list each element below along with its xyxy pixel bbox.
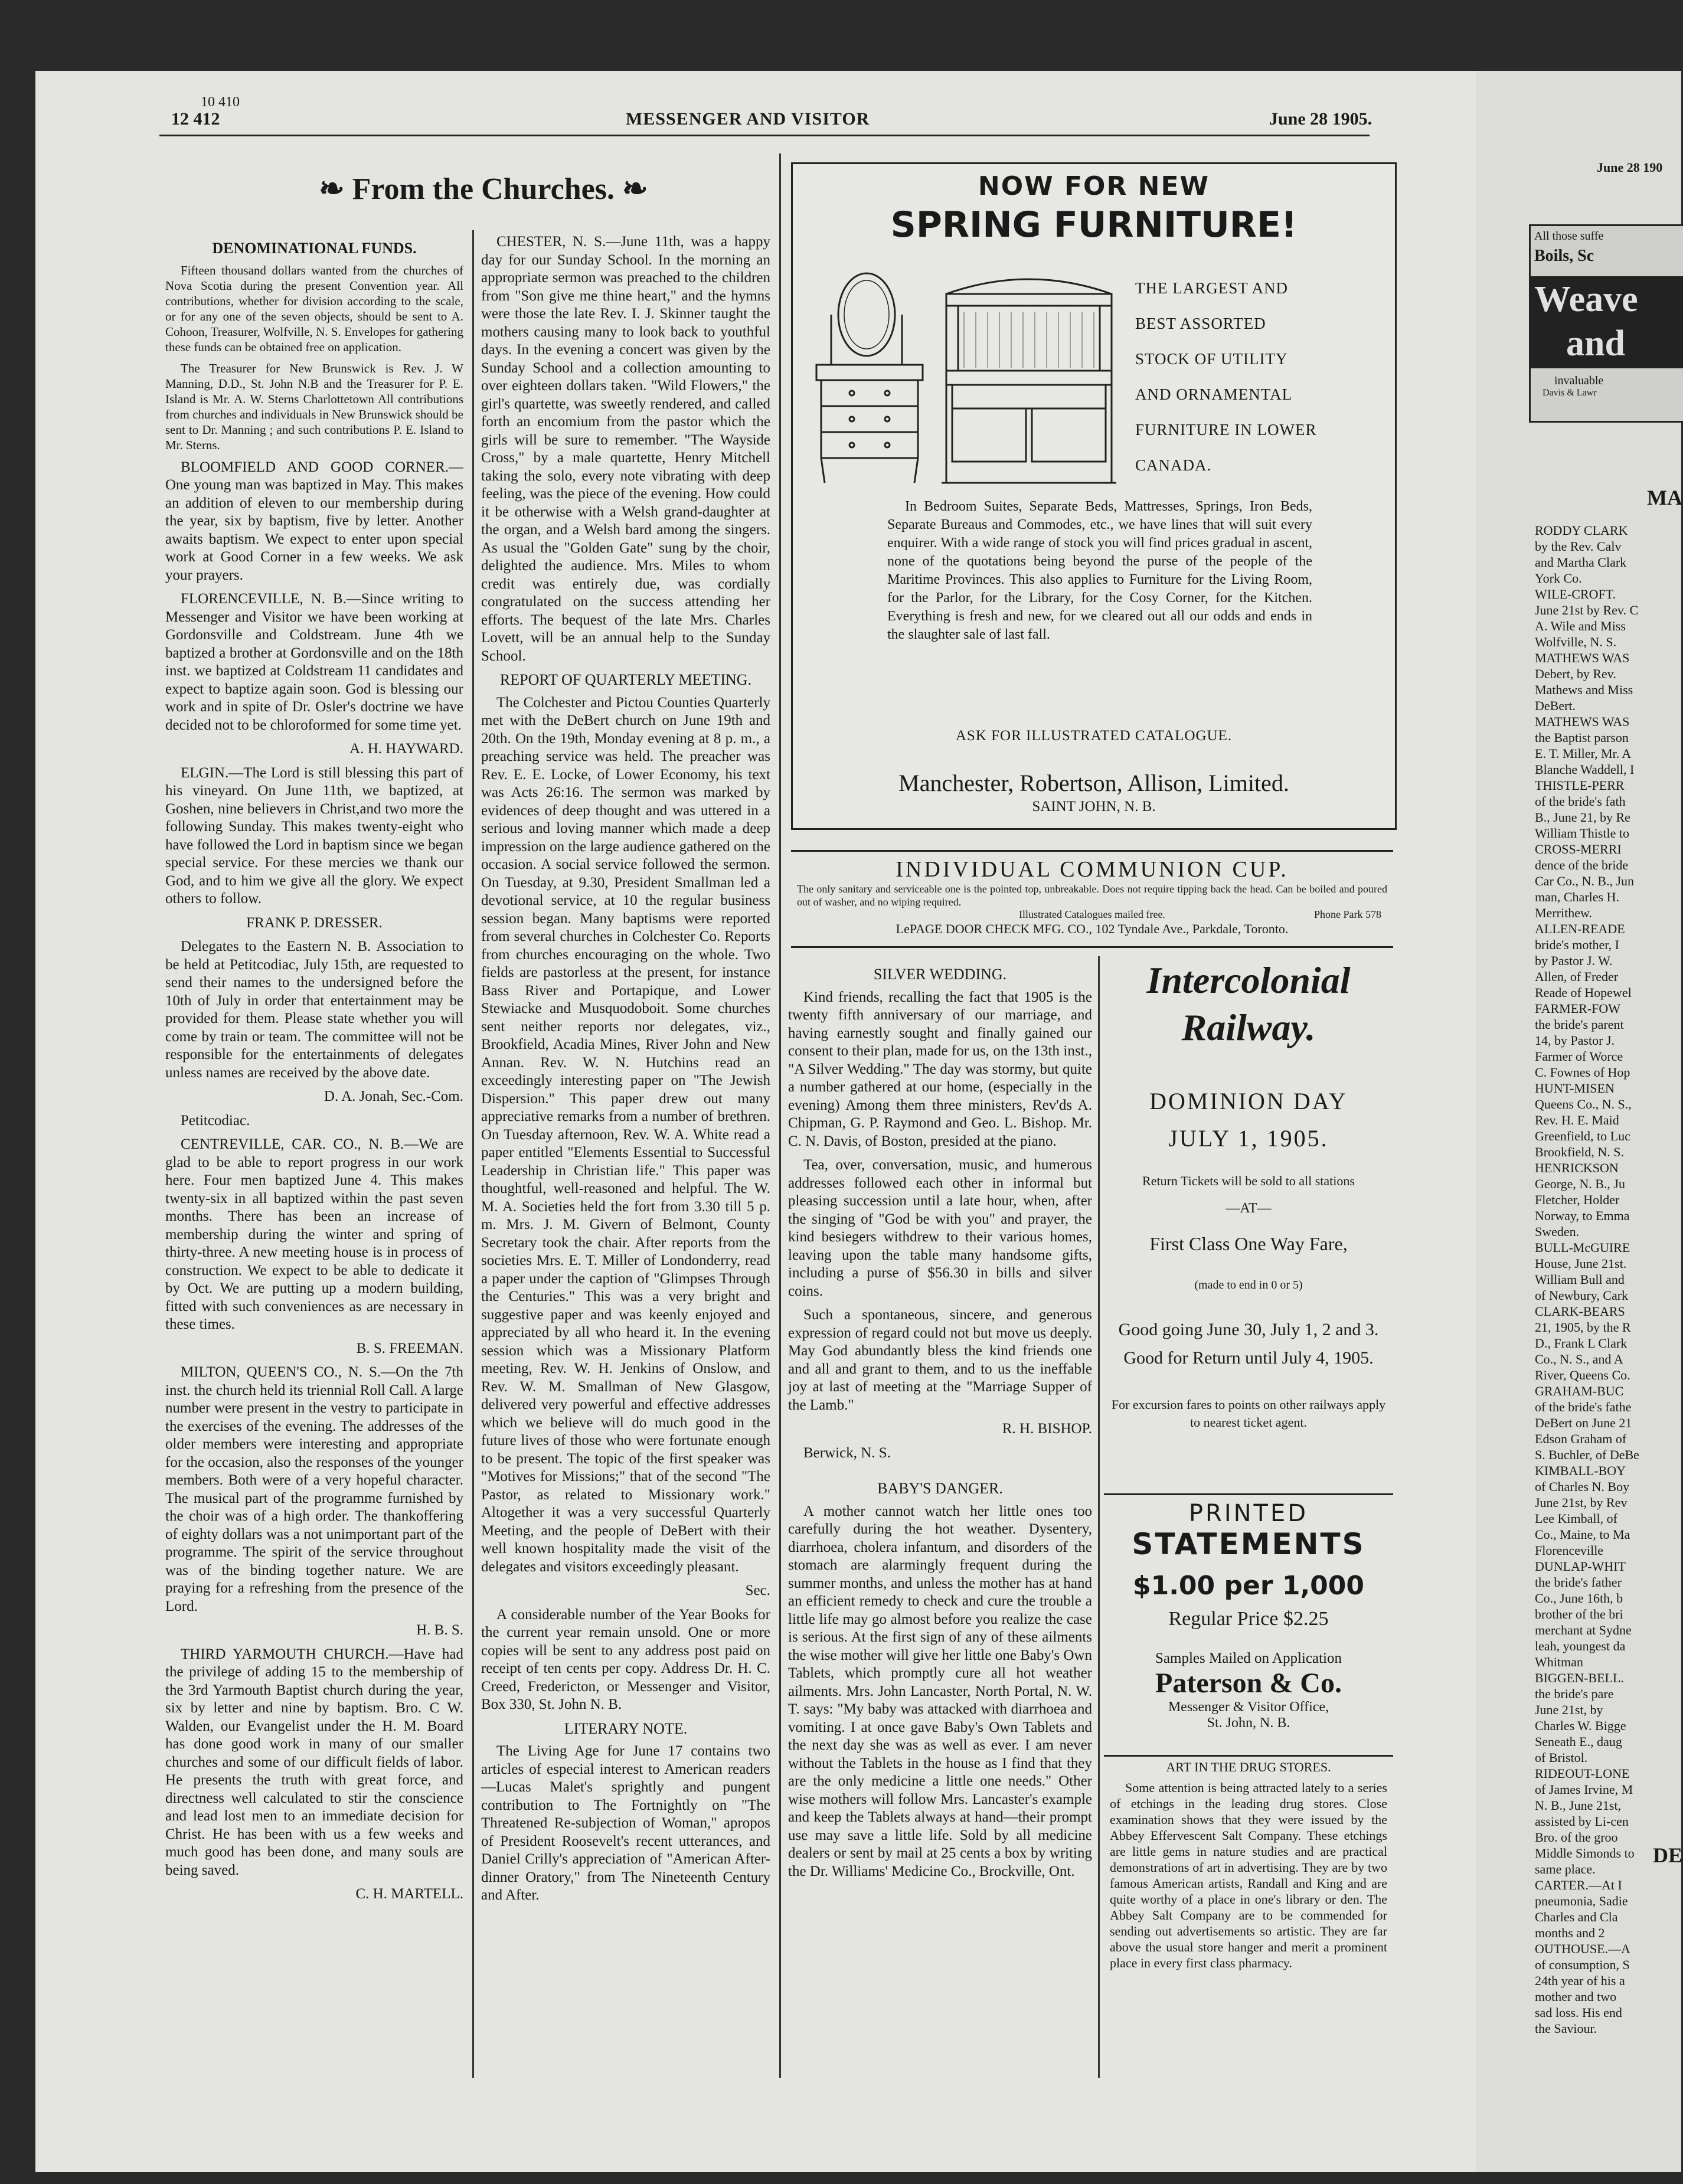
notices-line: Debert, by Rev.	[1535, 666, 1616, 681]
notices-line: and Martha Clark	[1535, 555, 1627, 570]
notices-line: S. Buchler, of DeBe	[1535, 1447, 1639, 1462]
babys-danger-heading: BABY'S DANGER.	[877, 1480, 1003, 1497]
notices-line: Norway, to Emma	[1535, 1208, 1630, 1223]
railway-ending: (made to end in 0 or 5)	[1194, 1279, 1303, 1292]
railway-title-1: Intercolonial	[1146, 959, 1351, 1001]
facing-ad-line-2: Boils, Sc	[1534, 247, 1594, 265]
notices-line: KIMBALL-BOY	[1535, 1463, 1626, 1478]
notices-line: George, N. B., Ju	[1535, 1176, 1625, 1191]
communion-cup-company: LePAGE DOOR CHECK MFG. CO., 102 Tyndale Ave., Parkdale, Toronto.	[896, 921, 1289, 936]
column-rule-3	[1098, 956, 1100, 2078]
facing-page-ad	[1529, 224, 1683, 423]
railway-at: —AT—	[1226, 1201, 1272, 1216]
statements-city: St. John, N. B.	[1207, 1715, 1290, 1731]
fleuron-left-icon: ❧	[319, 172, 352, 206]
notices-line: 21, 1905, by the R	[1535, 1320, 1631, 1335]
deaths-line: 24th year of his a	[1535, 1973, 1625, 1988]
column-rule-1	[472, 230, 474, 2078]
notices-line: N. B., June 21st,	[1535, 1798, 1622, 1813]
furniture-illustration	[805, 259, 1123, 495]
furniture-stock-list	[1135, 270, 1383, 483]
notices-line: Farmer of Worce	[1535, 1049, 1623, 1064]
notices-line: man, Charles H.	[1535, 890, 1619, 904]
statements-samples: Samples Mailed on Application	[1155, 1650, 1342, 1666]
notices-line: CROSS-MERRI	[1535, 842, 1622, 856]
elgin-signature: FRANK P. DRESSER.	[246, 914, 383, 931]
facing-page-date: June 28 190	[1597, 160, 1663, 175]
notices-line: CLARK-BEARS	[1535, 1304, 1625, 1319]
art-note-text: Some attention is being attracted lately to a series of etchings in the leading drug stores. Close examination shows that they were issued by the Abbey Effervescent Salt Company. These etchings are little gems in nature studies and are practical demonstrations of art in advertising. They are by two famous American artists, Randall and King and are quite worthy of a place in one's library or den. The Abbey Salt Company are to be commended for sending out advertisements so artistic. They are far above the usual store hanger and merit a prominent place in every first class pharmacy.	[1110, 1780, 1387, 1970]
notices-line: the Baptist parson	[1535, 730, 1629, 745]
notices-line: ALLEN-READE	[1535, 921, 1625, 936]
notices-line: FARMER-FOW	[1535, 1001, 1621, 1016]
notices-line: HUNT-MISEN	[1535, 1081, 1615, 1096]
notices-line: B., June 21, by Re	[1535, 810, 1630, 825]
quarterly-meeting-report: The Colchester and Pictou Counties Quarterly met with the DeBert church on June 19th and 20th. On the 19th, Monday evening at 8 p. m., a preaching service was held. The preacher was Rev. E. E. Locke, of Lower Economy, his text was Acts 26:16. The sermon was marked by evidences of deep thought and was uttered in a serious and loving manner which made a deep impression on the large audience gathered on the occasion. A social service followed the sermon. On Tuesday, at 9.30, President Smallman led a devotional service, at 10 the regular business session began. Many baptisms were reported from several churches in Colchester Co. Reports from churches encouraging on the whole. Two fields are pastorless at the present, for instance Bass River and Portapique, and Lower Stewiacke and Musquodoboit. Some churches sent neither reports nor delegates, viz., Brookfield, Acadia Mines, River John and New Annan. Rev. W. N. Hutchins read an exceedingly interesting paper on "The Jewish Dispersion." This paper drew out many appreciative remarks from a number of brethren. On Tuesday afternoon, Rev. W. A. White read a paper entitled "Elements Essential to Successful Leadership in Christian life." This paper was thoughtful, well-reasoned and helpful. The W. M. A. Societies held the fort from 3.30 till 5 p. m. Mrs. J. M. Givern of Belmont, County Secretary took the chair. After reports from the societies Mrs. E. T. Miller of Londonderry, read a paper under the caption of "Glimpses Through the Centuries." This was a very bright and suggestive paper and was keenly enjoyed and appreciated by all who heard it. In the evening session which was a Missionary Platform meeting, Rev. W. H. Jenkins of Onslow, and Rev. W. M. Smallman of New Glasgow, delivered very powerful and effective addresses which we believe will do much good in the future lives of those who were fortunate enough to be present. The topic of the first speaker was "Motives for Missions;" that of the second "The Pastor, as related to Missionary work." Altogether it was a very successful Quarterly Meeting, and the people of DeBert with their well known hospitality made the visit of the delegates and visitors exceedingly pleasant.	[481, 694, 770, 1575]
centreville-signature: B. S. FREEMAN.	[356, 1340, 463, 1356]
florenceville-signature: A. H. HAYWARD.	[349, 741, 463, 757]
column-rule-2	[779, 153, 781, 2078]
silver-wedding-signature: R. H. BISHOP.	[1002, 1421, 1092, 1437]
notices-line: of Newbury, Cark	[1535, 1288, 1629, 1303]
delegates-signature: D. A. Jonah, Sec.-Com.	[323, 1088, 463, 1104]
notices-line: dence of the bride	[1535, 858, 1629, 872]
notices-line: House, June 21st.	[1535, 1256, 1627, 1271]
notices-line: assisted by Li-cen	[1535, 1814, 1629, 1829]
yarmouth-report: THIRD YARMOUTH CHURCH.—Have had the privilege of adding 15 to the membership of the 3rd Yarmouth Baptist church during the year, six by letter and nine by baptism. Bro. C W. Walden, our Evangelist under the H. M. Board has done good work in many of our smaller churches and some of our difficult fields of labor. He presents the truth with great force, and directness well calculated to stir the conscience and lead lost men to an immediate decision for Christ. He has been with us a few weeks and much good has been done, and many souls are being saved.	[165, 1646, 463, 1878]
notices-line: Brookfield, N. S.	[1535, 1145, 1624, 1159]
furniture-body-text: In Bedroom Suites, Separate Beds, Mattresses, Springs, Iron Beds, Separate Bureaus and Commodes, etc., we have lines that will suit every enquirer. With a wide range of stock you will find prices gradual in ascent, none of the quotations being beyond the purse of the people of the Maritime Provinces. This also applies to Furniture for the Living Room, for the Parlor, for the Library, for the Cosy Corner, for the Kitchen. Everything is fresh and new, for we cleared out all our odds and ends in the slaughter sale of last fall.	[887, 499, 1312, 642]
railway-going: Good going June 30, July 1, 2 and 3. Good for Return until July 4, 1905.	[1118, 1320, 1379, 1368]
column-2	[481, 233, 770, 2039]
notices-line: Charles W. Bigge	[1535, 1718, 1626, 1733]
notices-line: of Bristol.	[1535, 1750, 1588, 1765]
notices-line: Merrithew.	[1535, 905, 1592, 920]
railway-excursion: For excursion fares to points on other railways apply to nearest ticket agent.	[1111, 1397, 1386, 1430]
paper-name: MESSENGER AND VISITOR	[626, 109, 870, 129]
facing-ad-small: invaluable	[1554, 374, 1604, 387]
facing-page-notices	[1535, 522, 1681, 1876]
denominational-funds-text: Fifteen thousand dollars wanted from the churches of Nova Scotia during the present Convention year. All contributions, whether for division according to the scale, or for any one of the seven objects, should be sent to A. Cohoon, Treasurer, Wolfville, N. S. Envelopes for gathering these funds can be obtained free on application.	[165, 263, 463, 354]
notices-line: GRAHAM-BUC	[1535, 1384, 1624, 1398]
column-3	[788, 962, 1092, 2084]
fleuron-right-icon: ❧	[614, 172, 648, 206]
centreville-report: CENTREVILLE, CAR. CO., N. B.—We are glad to be able to report progress in our work here. Four men baptized June 4. This makes twenty-six in all baptized within the past seven months. There has been an increase of membership during the winter and spring of thirty-three. A new meeting house is in process of construction. We expect to be able to dedicate it by Oct. We are putting up a modern building, fitted with such conveniences as are necessary in these times.	[165, 1136, 463, 1332]
facing-page-heading-2: DE	[1653, 1843, 1683, 1867]
art-note-heading: ART IN THE DRUG STORES.	[1166, 1760, 1331, 1774]
railway-title-2: Railway.	[1181, 1006, 1316, 1048]
facing-ad-big-2: and	[1531, 323, 1683, 368]
bloomfield-report: BLOOMFIELD AND GOOD CORNER.—One young man was baptized in May. This makes an addition of eleven to our membership during the year, six by baptism, five by letter. Another awaits baptism. We expect to enter upon special work at Good Corner in a few weeks. We ask your prayers.	[165, 459, 463, 583]
deaths-line: pneumonia, Sadie	[1535, 1894, 1628, 1908]
silver-wedding-place: Berwick, N. S.	[803, 1444, 891, 1461]
notices-line: Co., N. S., and A	[1535, 1352, 1623, 1366]
delegates-place: Petitcodiac.	[181, 1112, 250, 1129]
notices-line: C. Fownes of Hop	[1535, 1065, 1630, 1080]
babys-danger-text: A mother cannot watch her little ones too carefully during the hot weather. Dysentery, diarrhoea, cholera infantum, and disorders of the stomach are alarmingly frequent during the summer months, and unless the mother has at hand an efficient remedy to check and cure the trouble a little life may go almost before you realize the case is serious. At the first sign of any of these ailments the wise mother will give her little one Baby's Own Tablets, which promptly cure all hot weather ailments. Mrs. John Lancaster, North Portal, N. W. T. says: "My baby was attacked with diarrhoea and vomiting. I at once gave Baby's Own Tablets and the next day she was as well as ever. I am never without the Tablets in the house as I find that they are the only medicine a little one needs." Other wise mothers will follow Mrs. Lancaster's example and keep the Tablets always at hand—their prompt use may save a little life. Sold by all medicine dealers or sent by mail at 25 cents a box by writing the Dr. Williams' Medicine Co., Brockville, Ont.	[788, 1503, 1092, 1879]
silver-wedding-text-1: Kind friends, recalling the fact that 1905 is the twenty fifth anniversary of our marriage, and having earnestly sought and finally gained our consent to their plan, made for us, on the 13th inst., "A Silver Wedding." The day was stormy, but quite a number gathered at our home, (especially in the evening) Among them three ministers, Rev'ds A. Chipman, G. P. Raymond and Geo. L. Bishop. Mr. C. N. Davis, of Boston, presided at the piano.	[788, 989, 1092, 1149]
deaths-line: sad loss. His end	[1535, 2005, 1622, 2020]
furniture-headline-1: NOW FOR NEW	[978, 171, 1210, 201]
notices-line: MATHEWS WAS	[1535, 650, 1630, 665]
florenceville-report: FLORENCEVILLE, N. B.—Since writing to Messenger and Visitor we have been working at Gordonsville and Coldstream. June 4th we baptized a brother at Gordonsville and on the 18th inst. we baptized at Coldstream 11 candidates and expect to baptize again soon. God is blessing our work and in spite of Dr. Osler's doctrine we have decided not to be chloroformed for some time yet.	[165, 591, 463, 733]
notices-line: Rev. H. E. Maid	[1535, 1113, 1619, 1127]
header-rule	[159, 135, 1370, 136]
railway-fare: First Class One Way Fare,	[1149, 1233, 1348, 1254]
communion-cup-catalogues: Illustrated Catalogues mailed free.	[1019, 908, 1165, 920]
section-title: ❧ From the Churches. ❧	[319, 172, 648, 206]
notices-line: MATHEWS WAS	[1535, 714, 1630, 729]
notices-line: E. T. Miller, Mr. A	[1535, 746, 1632, 761]
notices-line: Seneath E., daug	[1535, 1734, 1622, 1749]
notices-line: Sweden.	[1535, 1224, 1580, 1239]
year-books-notice: A considerable number of the Year Books for the current year remain unsold. One or more copies will be sent to any address post paid on receipt of ten cents per copy. Address Dr. H. C. Creed, Fredericton, or Messenger and Visitor, Box 330, St. John N. B.	[481, 1606, 770, 1712]
silver-wedding-text-3: Such a spontaneous, sincere, and generous expression of regard could not but move us deeply. May God abundantly bless the kind friends one and all and grant to them, and to us the ineffable joy at last of meeting at the "Marriage Supper of the Lamb."	[788, 1307, 1092, 1413]
notices-line: Wolfville, N. S.	[1535, 635, 1617, 649]
milton-report: MILTON, QUEEN'S CO., N. S.—On the 7th inst. the church held its triennial Roll Call. A large number were present in the vestry to participate in the exercises of the evening. The addresses of the older members were interesting and appropriate for the occasion, also the responses of the younger members. Both were of a very hopeful character. The musical part of the programme furnished by the choir was of a high order. The thankoffering of eighty dollars was a not unimportant part of the programme. The spirit of the service throughout was of the binding together nature. We are praying for a refreshing from the presence of the Lord.	[165, 1364, 463, 1614]
notices-line: THISTLE-PERR	[1535, 778, 1625, 793]
notices-line: the bride's pare	[1535, 1686, 1614, 1701]
notices-line: HENRICKSON	[1535, 1160, 1619, 1175]
literary-note: The Living Age for June 17 contains two articles of especial interest to American readers—Lucas Malet's sprightly and pungent contribution to The Fortnightly on "The Threatened Re-subjection of Woman," apropos of President Roosevelt's recent utterances, and Daniel Crilly's appreciation of "American After-dinner Oratory," from The Nineteenth Century and After.	[481, 1743, 770, 1903]
deaths-line: of consumption, S	[1535, 1957, 1630, 1972]
notices-line: Middle Simonds to	[1535, 1846, 1635, 1861]
furniture-headline-2: SPRING FURNITURE!	[890, 204, 1298, 246]
quarterly-signature: Sec.	[745, 1583, 770, 1598]
statements-firm: Paterson & Co.	[1155, 1668, 1342, 1699]
notices-line: the bride's father	[1535, 1575, 1622, 1590]
notices-line: of James Irvine, M	[1535, 1782, 1633, 1797]
facing-ad-big-1: Weave	[1531, 276, 1683, 323]
furniture-advertisement	[791, 162, 1397, 830]
notices-line: Co., June 16th, b	[1535, 1591, 1623, 1606]
communion-cup-text: The only sanitary and serviceable one is the pointed top, unbreakable. Does not require tipping back the head. Can be boiled and poured out of washer, and no wiping required.	[797, 883, 1387, 908]
notices-line: brother of the bri	[1535, 1607, 1623, 1621]
chester-report: CHESTER, N. S.—June 11th, was a happy day for our Sunday School. In the morning an appropriate sermon was preached to the children from "Son give me thine heart," and the hymns were those the late Rev. I. J. Skinner taught the mothers causing many to look back to youthful days. In the evening a concert was given by the Sunday School and a collection amounting to over eighteen dollars taken. "Wild Flowers," the girl's quartette, was sweetly rendered, and called forth an encomium from the pastor which the girls will be sure to remember. "The Wayside Cross," by a male quartette, Henry Mitchell taking the solo, every note vibrating with deep feeling, was the piece of the evening. How could it be otherwise with a Welsh grand-daughter at the organ, and a Welsh bard among the singers. As usual the "Golden Gate" sung by the choir, delighted the audience. Mrs. Miles to whom credit was entirely due, was cordially congratulated on the success attending her efforts. The bequest of the late Mrs. Charles Lovett, will be an annual help to the Sunday School.	[481, 234, 770, 664]
stock-line-5: FURNITURE IN LOWER	[1135, 421, 1317, 439]
notices-line: leah, youngest da	[1535, 1639, 1626, 1653]
deaths-line: OUTHOUSE.—A	[1535, 1941, 1630, 1956]
stock-line-6: CANADA.	[1135, 456, 1212, 474]
statements-title: STATEMENTS	[1132, 1527, 1365, 1561]
notices-line: DeBert on June 21	[1535, 1415, 1632, 1430]
notices-line: Car Co., N. B., Jun	[1535, 874, 1635, 888]
deaths-line: months and 2	[1535, 1925, 1605, 1940]
facing-page-deaths	[1535, 1877, 1681, 2078]
railway-advertisement	[1104, 956, 1393, 1487]
notices-line: Bro. of the groo	[1535, 1830, 1618, 1845]
notices-line: William Bull and	[1535, 1272, 1625, 1287]
notices-line: Mathews and Miss	[1535, 682, 1633, 697]
page-number-pencil: 10 410	[201, 94, 240, 110]
notices-line: Whitman	[1535, 1655, 1583, 1669]
elgin-report: ELGIN.—The Lord is still blessing this part of his vineyard. On June 11th, we baptized, at Goshen, nine believers in Christ,and two more the following Sunday. This makes twenty-eight who have followed the Lord in baptism since we began special service. For these mercies we thank our God, and to him we give all the glory. We expect others to follow.	[165, 764, 463, 907]
notices-line: merchant at Sydne	[1535, 1623, 1632, 1637]
notices-line: Lee Kimball, of	[1535, 1511, 1617, 1526]
silver-wedding-heading: SILVER WEDDING.	[873, 966, 1007, 983]
notices-line: WILE-CROFT.	[1535, 587, 1616, 601]
page-date: June 28 1905.	[1269, 109, 1372, 129]
notices-line: of Charles N. Boy	[1535, 1479, 1630, 1494]
notices-line: RODDY CLARK	[1535, 523, 1628, 538]
silver-wedding-text-2: Tea, over, conversation, music, and humerous addresses followed each other in informal but pleasing succession until a late hour, when, after the singing of "God be with you" and prayer, the kind besiegers withdrew to their various homes, leaving upon the table many handsome gifts, including a purse of $56.30 in bills and silver coins.	[788, 1157, 1092, 1299]
notices-line: June 21st, by	[1535, 1702, 1603, 1717]
deaths-line: mother and two	[1535, 1989, 1617, 2004]
notices-line: BIGGEN-BELL.	[1535, 1670, 1624, 1685]
notices-line: Fletcher, Holder	[1535, 1192, 1620, 1207]
notices-line: Blanche Waddell, I	[1535, 762, 1635, 777]
delegates-notice: Delegates to the Eastern N. B. Association to be held at Petitcodiac, July 15th, are requested to send their names to the undersigned before the 10th of July in order that entertainment may be provided for them. Please state whether you will come by train or team. The committee will not be responsible for the entertainments of delegates unless names are received by the above date.	[165, 939, 463, 1081]
notices-line: the bride's parent	[1535, 1017, 1624, 1032]
notices-line: William Thistle to	[1535, 826, 1630, 841]
statements-price: $1.00 per 1,000	[1132, 1571, 1365, 1601]
column-1	[165, 236, 463, 2042]
notices-line: BULL-McGUIRE	[1535, 1240, 1630, 1255]
notices-line: Reade of Hopewel	[1535, 985, 1632, 1000]
facing-page-heading: MA	[1647, 486, 1682, 509]
statements-printed: PRINTED	[1188, 1500, 1309, 1527]
notices-line: of the bride's fathe	[1535, 1400, 1632, 1414]
notices-line: by Pastor J. W.	[1535, 953, 1613, 968]
notices-line: River, Queens Co.	[1535, 1368, 1630, 1382]
notices-line: Edson Graham of	[1535, 1431, 1627, 1446]
art-note	[1110, 1759, 1387, 2078]
notices-line: Queens Co., N. S.,	[1535, 1097, 1632, 1111]
railway-return: Return Tickets will be sold to all stations	[1142, 1173, 1355, 1188]
furniture-firm-name: Manchester, Robertson, Allison, Limited.	[898, 770, 1289, 796]
communion-cup-advertisement	[791, 850, 1393, 948]
communion-cup-phone: Phone Park 578	[1314, 908, 1381, 920]
furniture-city: SAINT JOHN, N. B.	[1032, 799, 1156, 815]
notices-line: RIDEOUT-LONE	[1535, 1766, 1630, 1781]
facing-ad-line-1: All those suffe	[1534, 230, 1604, 243]
statements-regular-price: Regular Price $2.25	[1168, 1608, 1329, 1630]
railway-date: JULY 1, 1905.	[1168, 1125, 1329, 1152]
notices-line: June 21st, by Rev	[1535, 1495, 1628, 1510]
deaths-line: the Saviour.	[1535, 2021, 1597, 2036]
railway-day: DOMINION DAY	[1149, 1088, 1348, 1114]
notices-line: June 21st by Rev. C	[1535, 603, 1639, 617]
stock-line-3: STOCK OF UTILITY	[1135, 350, 1288, 368]
statements-advertisement	[1104, 1493, 1393, 1757]
notices-line: by the Rev. Calv	[1535, 539, 1622, 554]
notices-line: York Co.	[1535, 571, 1582, 586]
notices-line: A. Wile and Miss	[1535, 619, 1626, 633]
deaths-line: Charles and Cla	[1535, 1910, 1618, 1924]
notices-line: Co., Maine, to Ma	[1535, 1527, 1630, 1542]
notices-line: of the bride's fath	[1535, 794, 1626, 809]
facing-ad-maker: Davis & Lawr	[1543, 388, 1597, 398]
notices-line: D., Frank L Clark	[1535, 1336, 1628, 1351]
notices-line: Allen, of Freder	[1535, 969, 1619, 984]
notices-line: DeBert.	[1535, 698, 1576, 713]
denominational-funds-heading: DENOMINATIONAL FUNDS.	[212, 240, 417, 257]
notices-line: same place.	[1535, 1862, 1596, 1876]
communion-cup-title: INDIVIDUAL COMMUNION CUP.	[896, 857, 1289, 882]
yarmouth-signature: C. H. MARTELL.	[355, 1886, 463, 1902]
stock-line-1: THE LARGEST AND	[1135, 279, 1289, 297]
notices-line: Greenfield, to Luc	[1535, 1129, 1630, 1143]
notices-line: 14, by Pastor J.	[1535, 1033, 1615, 1048]
denominational-treasurers-text: The Treasurer for New Brunswick is Rev. J. W Manning, D.D., St. John N.B and the Treasurer for P. E. Island is Mr. A. W. Sterns Charlottetown All contributions from churches and individuals in New Brunswick should be sent to Dr. Manning ; and such contributions P. E. Island to Mr. Sterns.	[165, 361, 463, 452]
notices-line: DUNLAP-WHIT	[1535, 1559, 1626, 1574]
stock-line-4: AND ORNAMENTAL	[1135, 385, 1293, 403]
notices-line: bride's mother, I	[1535, 937, 1619, 952]
page-number: 12 412	[171, 109, 220, 129]
stock-line-2: BEST ASSORTED	[1135, 315, 1266, 332]
literary-note-heading: LITERARY NOTE.	[564, 1719, 688, 1737]
statements-office: Messenger & Visitor Office,	[1168, 1699, 1329, 1715]
notices-line: Florenceville	[1535, 1543, 1604, 1558]
furniture-catalogue-line: ASK FOR ILLUSTRATED CATALOGUE.	[955, 728, 1233, 744]
quarterly-meeting-heading: REPORT OF QUARTERLY MEETING.	[499, 671, 752, 688]
deaths-line: CARTER.—At I	[1535, 1878, 1622, 1892]
milton-signature: H. B. S.	[416, 1622, 463, 1638]
